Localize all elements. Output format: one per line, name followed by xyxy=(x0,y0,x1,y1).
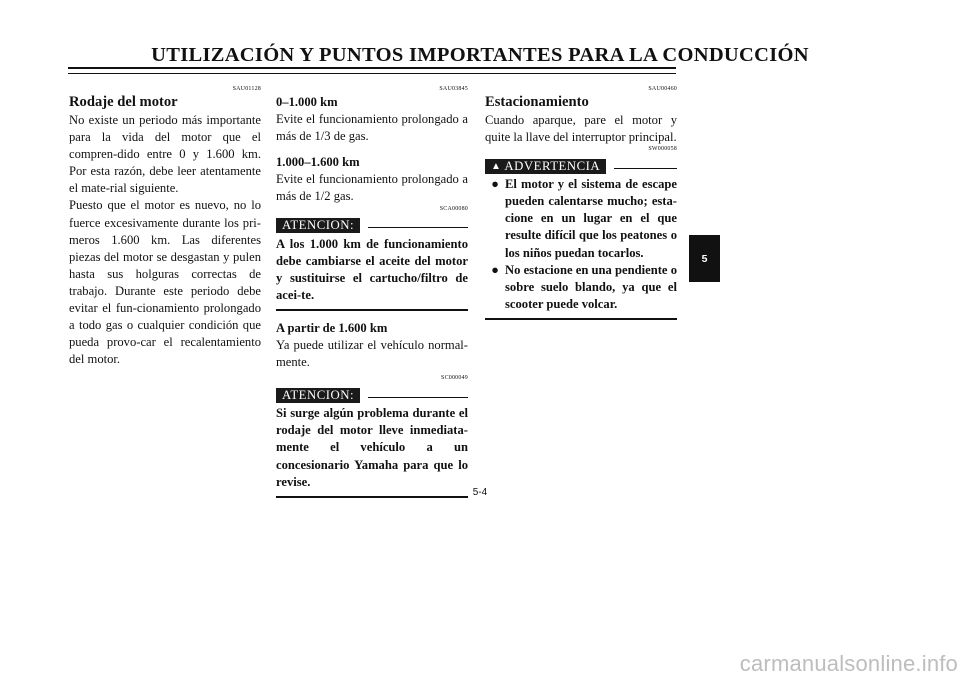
divider xyxy=(485,318,677,320)
section-code: SAU01128 xyxy=(232,86,261,92)
paragraph: No existe un periodo más importante para la vida del motor que el compren-dido entre 0 y 1.600 km. Por esta razón, debe leer atentamente el mate-rial siguiente. xyxy=(69,113,261,196)
column-break-in xyxy=(69,86,261,368)
section-heading-parking: Estacionamiento xyxy=(485,94,589,110)
subheading-0-1000: 0–1.000 km xyxy=(276,95,338,109)
warning-header xyxy=(485,156,677,176)
divider xyxy=(368,397,468,398)
title-rule-thick xyxy=(68,67,676,69)
column-break-in-stages xyxy=(276,86,468,498)
title-rule-thin xyxy=(68,73,676,74)
caution-badge: ATENCION: xyxy=(276,218,360,233)
caution-header xyxy=(276,385,468,405)
caution-header xyxy=(276,216,468,236)
page-title: UTILIZACIÓN Y PUNTOS IMPORTANTES PARA LA CONDUCCIÓN xyxy=(151,44,809,66)
warning-badge: ▲ ADVERTENCIA xyxy=(485,159,606,174)
list-item: ● El motor y el sistema de escape pueden calentarse mucho; esta-cione en un lugar en el que resulte difícil que los peatones o los niños puedan tocarlos. xyxy=(485,176,677,261)
page-number: 5-4 xyxy=(472,487,488,498)
column-parking xyxy=(485,86,677,320)
paragraph: Ya puede utilizar el vehículo normal-mente. xyxy=(276,338,468,370)
paragraph: Evite el funcionamiento prolongado a más de 1/3 de gas. xyxy=(276,112,468,144)
chapter-tab: 5 xyxy=(689,235,720,282)
caution-code: SCA00080 xyxy=(439,205,468,212)
watermark: carmanualsonline.info xyxy=(739,651,958,676)
bullet-icon: ● xyxy=(491,177,499,192)
section-heading-break-in: Rodaje del motor xyxy=(69,94,178,110)
divider xyxy=(614,168,677,169)
caution-text: Si surge algún problema durante el rodaje del motor lleve inmediata-mente el vehículo a un concesionario Yamaha para que lo revise. xyxy=(276,406,468,489)
paragraph: Evite el funcionamiento prolongado a más de 1/2 gas. xyxy=(276,172,468,204)
paragraph: Cuando aparque, pare el motor y quite la llave del interruptor principal. xyxy=(485,113,677,145)
caution-badge: ATENCION: xyxy=(276,388,360,403)
section-code: SAU00460 xyxy=(648,86,677,92)
warning-triangle-icon: ▲ xyxy=(491,160,502,172)
divider xyxy=(368,227,468,228)
caution-text: A los 1.000 km de funcionamiento debe cambiarse el aceite del motor y sustituirse el cartucho/filtro de acei-te. xyxy=(276,236,468,302)
bullet-icon: ● xyxy=(491,262,499,277)
list-item: ● No estacione en una pendiente o sobre suelo blando, ya que el scooter puede volcar. xyxy=(485,262,677,313)
warning-code: SW000058 xyxy=(648,146,677,153)
paragraph: Puesto que el motor es nuevo, no lo fuerce excesivamente durante los pri-meros 1.600 km. Las diferentes piezas del motor se desgastan y pulen hasta sus holguras correctas de trabajo. Durante este periodo debe evitar el fun-cionamiento prolongado a todo gas o cualquier condición que pueda provo-car el recalentamiento del motor. xyxy=(69,198,261,367)
caution-code: SC000049 xyxy=(441,375,468,382)
subheading-1000-1600: 1.000–1.600 km xyxy=(276,155,360,170)
subheading-after-1600: A partir de 1.600 km xyxy=(276,320,388,335)
section-code: SAU03845 xyxy=(439,86,468,92)
